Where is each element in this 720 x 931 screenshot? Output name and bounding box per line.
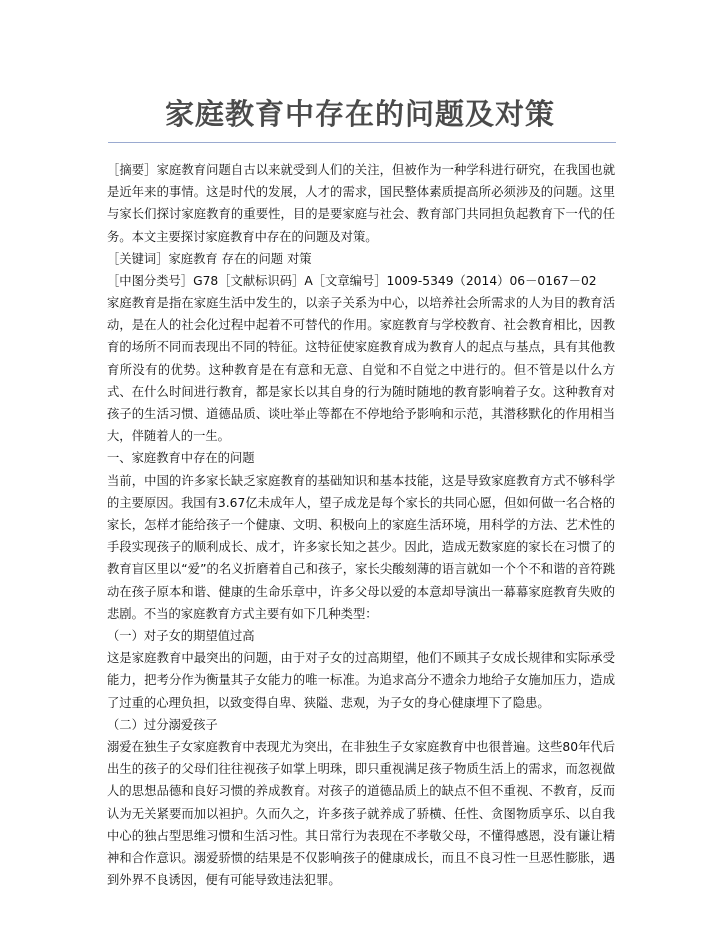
main-body <box>107 292 615 891</box>
section-heading-problems: 一、家庭教育中存在的问题 <box>107 451 255 466</box>
subheading-high-expectations: （一）对子女的期望值过高 <box>107 629 255 644</box>
intro-paragraph: 家庭教育是指在家庭生活中发生的，以亲子关系为中心，以培养社会所需求的人为目的教育活动，是在人的社会化过程中起着不可替代的作用。家庭教育与学校教育、社会教育相比，因教育的场所不同而表现出不同的特征。这特征使家庭教育成为教育人的起点与基点，具有其他教育所没有的优势。这种教育是在有意和无意、自觉和不自觉之中进行的。但不管是以什么方式、在什么时间进行教育，都是家长以其自身的行为随时随地的教育影响着子女。这种教育对孩子的生活习惯、道德品质、谈吐举止等都在不停地给予影响和示范，其潜移默化的作用相当大，伴随着人的一生。 <box>107 296 615 444</box>
title-divider <box>108 142 616 143</box>
abstract-block <box>107 159 615 292</box>
keywords-line: ［关键词］家庭教育 存在的问题 对策 <box>107 251 312 266</box>
subheading-spoiling: （二）过分溺爱孩子 <box>107 717 218 732</box>
paragraph-high-expectations: 这是家庭教育中最突出的问题，由于对子女的过高期望，他们不顾其子女成长规律和实际承受能力，把考分作为衡量其子女能力的唯一标准。为追求高分不遗余力地给子女施加压力，造成了过重的心理负担，以致变得自卑、狭隘、悲观，为子女的身心健康埋下了隐患。 <box>107 651 615 710</box>
classification-line: ［中图分类号］G78［文献标识码］A［文章编号］1009-5349（2014）06－0167－02 <box>107 274 597 289</box>
section-paragraph-problems: 当前，中国的许多家长缺乏家庭教育的基础知识和基本技能，这是导致家庭教育方式不够科学的主要原因。我国有3.67亿未成年人，望子成龙是每个家长的共同心愿，但如何做一名合格的家长，怎样才能给孩子一个健康、文明、积极向上的家庭生活环境，用科学的方法、艺术性的手段实现孩子的顺利成长、成才，许多家长知之甚少。因此，造成无数家庭的家长在习惯了的教育盲区里以“爱”的名义折磨着自己和孩子，家长尖酸刻薄的语言就如一个个不和谐的音符跳动在孩子原本和谐、健康的生命乐章中，许多父母以爱的本意却导演出一幕幕家庭教育失败的悲剧。不当的家庭教育方式主要有如下几种类型： <box>107 473 615 621</box>
abstract-text: ［摘要］家庭教育问题自古以来就受到人们的关注，但被作为一种学科进行研究，在我国也就是近年来的事情。这是时代的发展，人才的需求，国民整体素质提高所必须涉及的问题。这里与家长们探讨家庭教育的重要性，目的是要家庭与社会、教育部门共同担负起教育下一代的任务。本文主要探讨家庭教育中存在的问题及对策。 <box>107 163 615 244</box>
paper-title: 家庭教育中存在的问题及对策 <box>164 97 555 131</box>
paragraph-spoiling: 溺爱在独生子女家庭教育中表现尤为突出，在非独生子女家庭教育中也很普遍。这些80年代后出生的孩子的父母们往往视孩子如掌上明珠，即只重视满足孩子物质生活上的需求，而忽视做人的思想品德和良好习惯的养成教育。对孩子的道德品质上的缺点不但不重视、不教育，反而认为无关紧要而加以袒护。久而久之，许多孩子就养成了骄横、任性、贪图物质享乐、以自我中心的独占型思维习惯和生活习性。其日常行为表现在不孝敬父母，不懂得感恩，没有谦让精神和合作意识。溺爱骄惯的结果是不仅影响孩子的健康成长，而且不良习性一旦恶性膨胀，遇到外界不良诱因，便有可能导致违法犯罪。 <box>107 740 615 888</box>
